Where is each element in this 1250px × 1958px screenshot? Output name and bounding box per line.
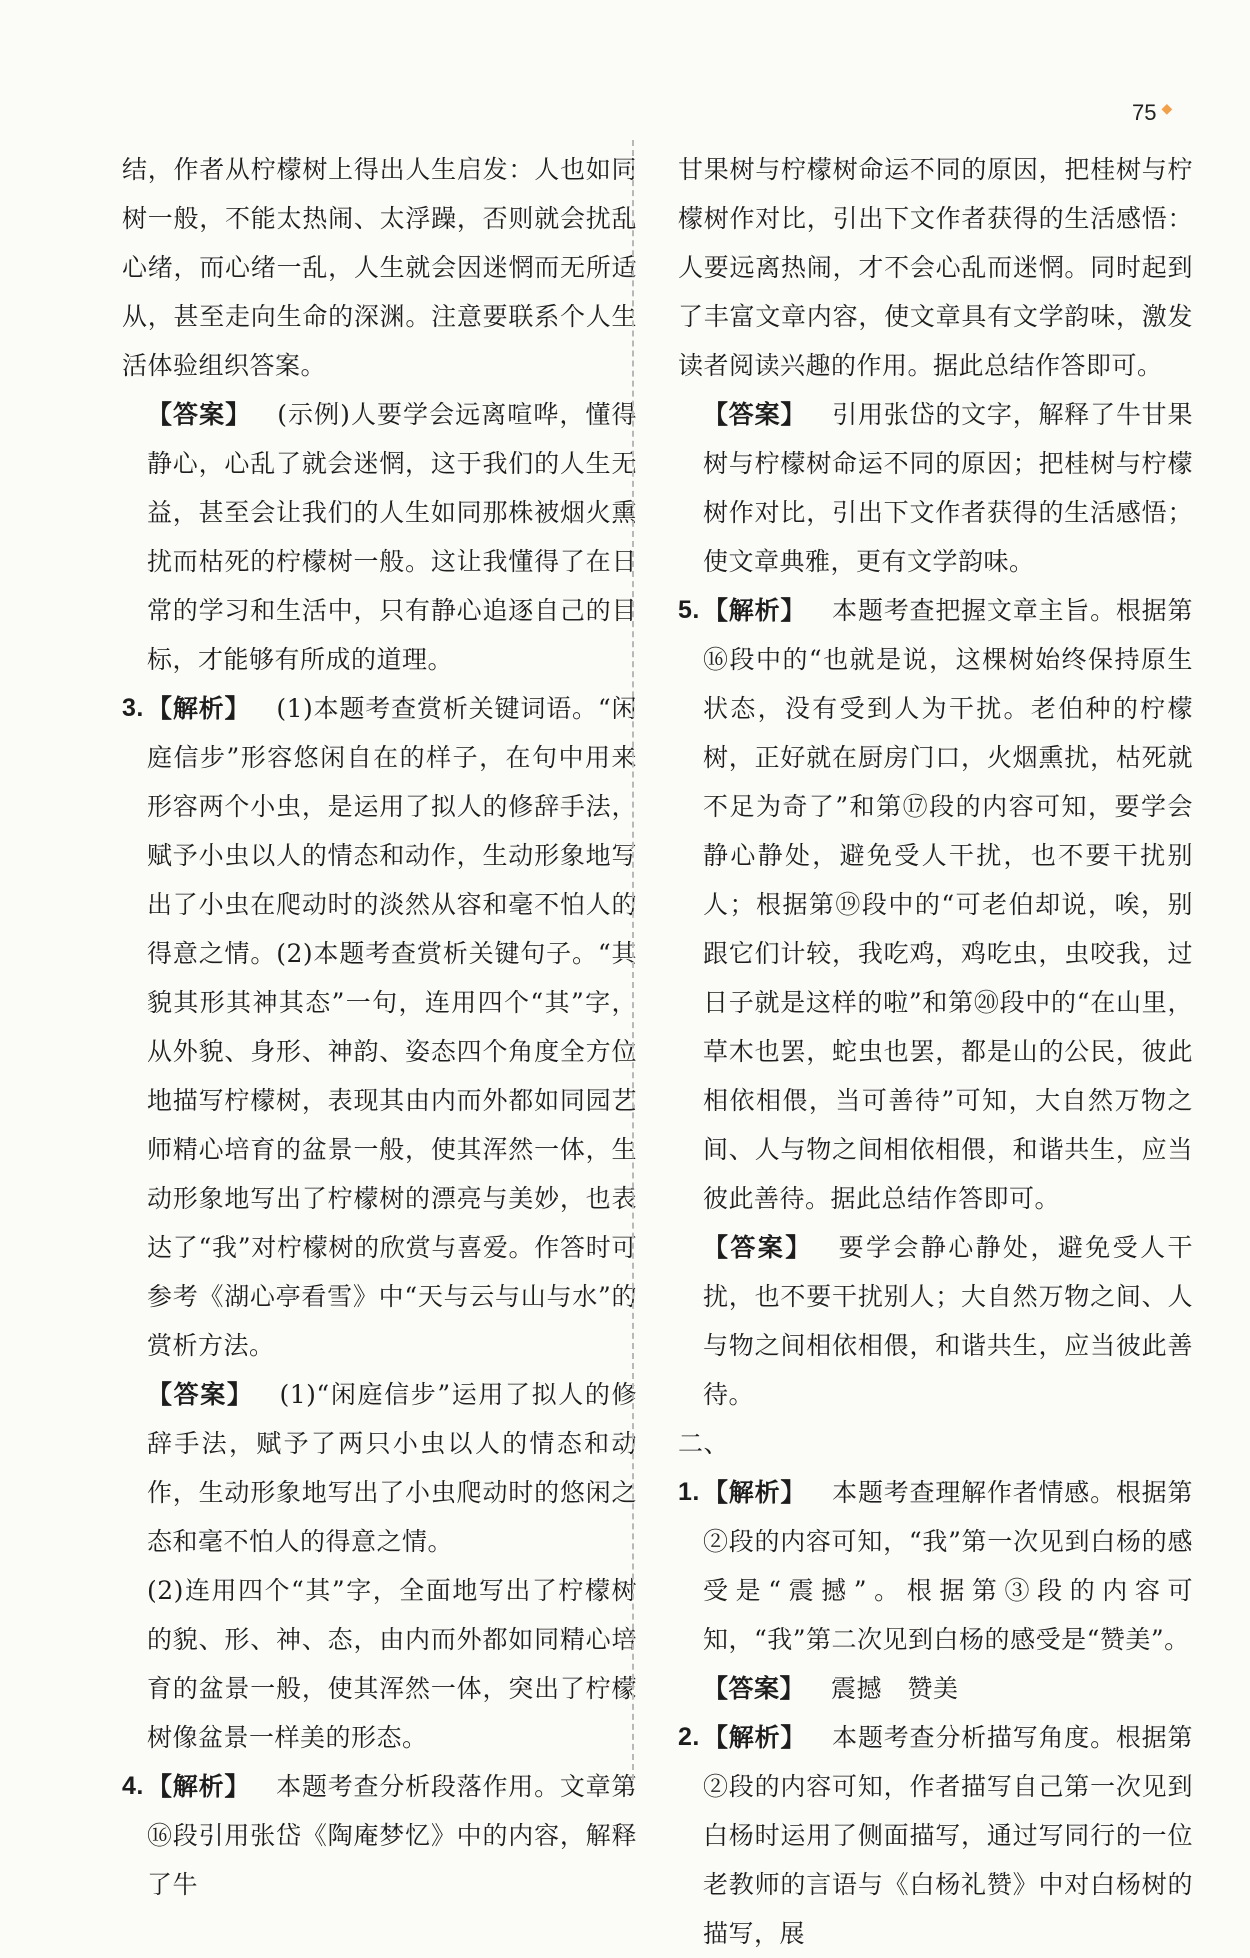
analysis-tag: 【解析】 [703,596,807,625]
analysis-text: 本题考查分析段落作用。文章第⑯段引用张岱《陶庵梦忆》中的内容，解释了牛 [147,1772,637,1899]
analysis-text: 本题考查分析描写角度。根据第②段的内容可知，作者描写自己第一次见到白杨时运用了侧面描写，通过写同行的一位老教师的言语与《白杨礼赞》中对白杨树的描写，展 [703,1723,1193,1948]
paragraph: 结，作者从柠檬树上得出人生启发：人也如同树一般，不能太热闹、太浮躁，否则就会扰乱心绪，而心绪一乱，人生就会因迷惘而无所适从，甚至走向生命的深渊。注意要联系个人生活体验组织答案。 [122,155,637,380]
answer-tag: 【答案】 [147,1380,254,1409]
page-number: 75 ◆ [1132,100,1173,125]
analysis-tag: 【解析】 [703,1478,807,1507]
question-item-5 [678,586,1193,1223]
answer-block [122,390,637,684]
answer-block [678,390,1193,586]
answer-block [678,1664,1193,1713]
answer-tag: 【答案】 [703,1233,813,1262]
analysis-text: (1)本题考查赏析关键词语。“闲庭信步”形容悠闲自在的样子，在句中用来形容两个小虫，是运用了拟人的修辞手法，赋予小虫以人的情态和动作，生动形象地写出了小虫在爬动时的淡然从容和毫不怕人的得意之情。(2)本题考查赏析关键句子。“其貌其形其神其态”一句，连用四个“其”字，从外貌、身形、神韵、姿态四个角度全方位地描写柠檬树，表现其由内而外都如同园艺师精心培育的盆景一般，使其浑然一体，生动形象地写出了柠檬树的漂亮与美妙，也表达了“我”对柠檬树的欣赏与喜爱。作答时可参考《湖心亭看雪》中“天与云与山与水”的赏析方法。 [147,694,637,1360]
analysis-text: 本题考查把握文章主旨。根据第⑯段中的“也就是说，这棵树始终保持原生状态，没有受到人为干扰。老伯种的柠檬树，正好就在厨房门口，火烟熏扰，枯死就不足为奇了”和第⑰段的内容可知，要学会静心静处，避免受人干扰，也不要干扰别人；根据第⑲段中的“可老伯却说，唉，别跟它们计较，我吃鸡，鸡吃虫，虫咬我，过日子就是这样的啦”和第⑳段中的“在山里，草木也罢，蛇虫也罢，都是山的公民，彼此相依相偎，当可善待”可知，大自然万物之间、人与物之间相依相偎，和谐共生，应当彼此善待。据此总结作答即可。 [703,596,1193,1213]
question-item-2 [678,1713,1193,1958]
section-heading: 二、 [678,1429,730,1458]
answer-tag: 【答案】 [703,1674,806,1703]
question-number: 4. [122,1772,144,1800]
question-item-3 [122,684,637,1370]
answer-text: 引用张岱的文字，解释了牛甘果树与柠檬树命运不同的原因；把桂树与柠檬树作对比，引出下文作者获得的生活感悟；使文章典雅，更有文学韵味。 [703,400,1193,576]
question-number: 2. [678,1723,700,1751]
right-column [678,145,1193,1958]
analysis-tag: 【解析】 [147,694,251,723]
answer-text: (示例)人要学会远离喧哗，懂得静心，心乱了就会迷惘，这于我们的人生无益，甚至会让我们的人生如同那株被烟火熏扰而枯死的柠檬树一般。这让我懂得了在日常的学习和生活中，只有静心追逐自己的目标，才能够有所成的道理。 [147,400,637,674]
answer-text: 震撼 赞美 [831,1674,959,1703]
paragraph: 甘果树与柠檬树命运不同的原因，把桂树与柠檬树作对比，引出下文作者获得的生活感悟：人要远离热闹，才不会心乱而迷惘。同时起到了丰富文章内容，使文章具有文学韵味，激发读者阅读兴趣的作用。据此总结作答即可。 [678,155,1193,380]
answer-block [678,1223,1193,1419]
column-divider [632,140,634,1780]
question-number: 3. [122,694,144,722]
analysis-text: 本题考查理解作者情感。根据第②段的内容可知，“我”第一次见到白杨的感受是“震撼”。根据第③段的内容可知，“我”第二次见到白杨的感受是“赞美”。 [703,1478,1193,1654]
page-number-dot-icon: ◆ [1161,100,1173,116]
analysis-tag: 【解析】 [703,1723,807,1752]
left-column [122,145,637,1909]
analysis-tag: 【解析】 [147,1772,251,1801]
question-number: 1. [678,1478,700,1506]
answer-tag: 【答案】 [703,400,807,429]
answer-tag: 【答案】 [147,400,252,429]
question-item-1 [678,1468,1193,1664]
answer-block [122,1370,637,1566]
question-number: 5. [678,596,700,624]
answer-text: (1)“闲庭信步”运用了拟人的修辞手法，赋予了两只小虫以人的情态和动作，生动形象地写出了小虫爬动时的悠闲之态和毫不怕人的得意之情。 [147,1380,637,1556]
answer-text: 要学会静心静处，避免受人干扰，也不要干扰别人；大自然万物之间、人与物之间相依相偎，和谐共生，应当彼此善待。 [703,1233,1193,1409]
question-item-4 [122,1762,637,1909]
answer-continuation: (2)连用四个“其”字，全面地写出了柠檬树的貌、形、神、态，由内而外都如同精心培育的盆景一般，使其浑然一体，突出了柠檬树像盆景一样美的形态。 [147,1576,637,1752]
